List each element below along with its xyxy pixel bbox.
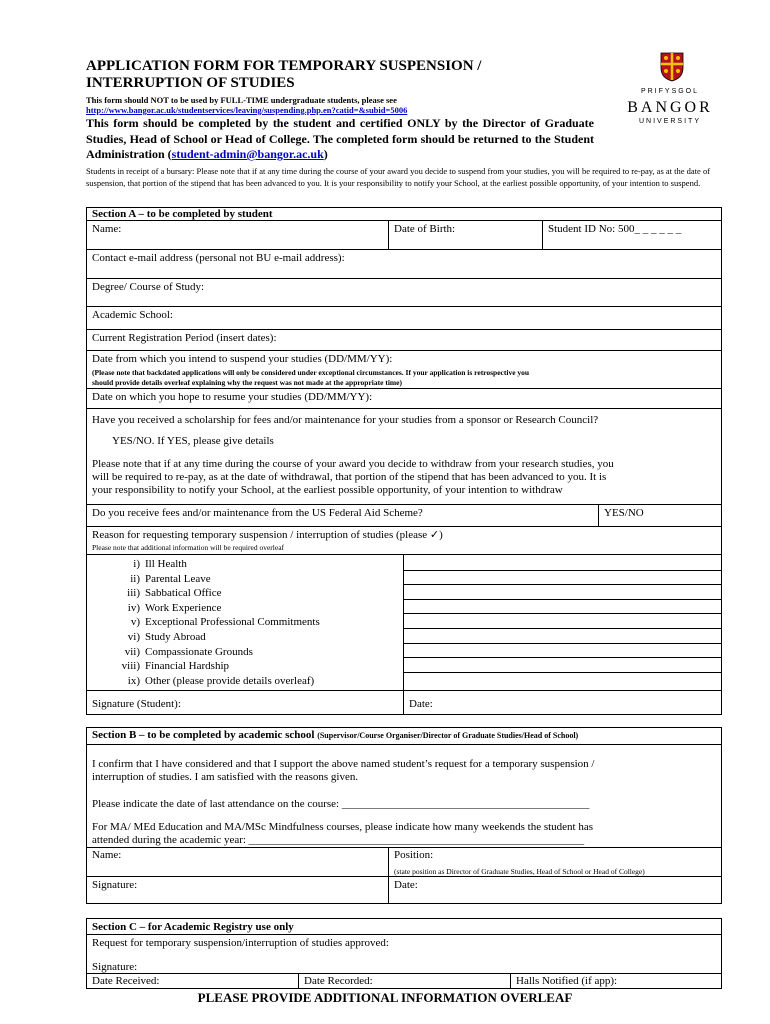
reason-number: ix)	[127, 674, 140, 687]
position-note: (state position as Director of Graduate Studies, Head of School or Head of College)	[394, 867, 645, 876]
reason-label: Sabbatical Office	[145, 587, 222, 600]
weekends-field[interactable]: attended during the academic year: _____________________________________________________________	[92, 834, 585, 846]
position-field[interactable]: Position:	[394, 849, 434, 861]
student-id-field[interactable]: Student ID No: 500_ _ _ _ _ _	[548, 223, 682, 235]
crest-icon	[660, 52, 684, 82]
student-signature-field[interactable]: Signature (Student):	[92, 698, 181, 710]
reason-label: Parental Leave	[145, 572, 211, 585]
reason-item[interactable]	[112, 674, 314, 689]
instruction-text: This form should be completed by the student and certified ONLY by the Director of Graduate Studies, Head of School or Head of College. The completed form should be returned to the Student Administration (	[86, 116, 594, 161]
dob-field[interactable]: Date of Birth:	[394, 223, 456, 235]
reason-item[interactable]	[112, 615, 320, 630]
school-date-field[interactable]: Date:	[394, 879, 418, 891]
reason-number: vi)	[127, 631, 140, 643]
registry-signature-field[interactable]: Signature:	[92, 961, 138, 973]
reason-item[interactable]	[112, 601, 221, 616]
reason-heading: Reason for requesting temporary suspension / interruption of studies (please ✓)	[92, 529, 443, 541]
withdraw-note-2: will be required to re-pay, as at the date of withdrawal, that portion of the stipend that has been advanced to you. It is	[92, 471, 607, 483]
reason-item[interactable]	[112, 572, 211, 587]
us-aid-answer[interactable]: YES/NO	[604, 507, 644, 519]
logo-prefix: PRIFYSGOL	[640, 88, 700, 95]
academic-school-field[interactable]: Academic School:	[92, 309, 173, 321]
reason-item[interactable]	[112, 659, 229, 674]
section-a-heading: Section A – to be completed by student	[92, 208, 273, 220]
scholarship-yes-no[interactable]: YES/NO. If YES, please give details	[112, 435, 274, 447]
reason-label: Ill Health	[145, 558, 187, 570]
weekends-line-1: For MA/ MEd Education and MA/MSc Mindfulness courses, please indicate how many weekends the student has	[92, 821, 594, 833]
reason-number: ii)	[130, 572, 140, 585]
registration-period-field[interactable]: Current Registration Period (insert dates):	[92, 332, 277, 344]
logo-suffix: UNIVERSITY	[638, 118, 701, 125]
logo-name: BANGOR	[627, 99, 713, 116]
reason-number: v)	[130, 616, 140, 629]
name-field[interactable]: Name:	[92, 223, 122, 235]
section-b-title: Section B – to be completed by academic school	[92, 729, 315, 741]
reason-label: Study Abroad	[145, 631, 206, 643]
backdated-note-1: (Please note that backdated applications will only be considered under exceptional circumstances. If your application is retrospective you	[92, 368, 530, 377]
bursary-note: Students in receipt of a bursary: Please note that if at any time during the course of your award you decide to suspend from your studies, you will be required to re-pay, as at the date of suspension, that portion of the stipend that has been advanced to you. It is your responsibility to notify your School, at the earliest possible opportunity, of your intention to suspend.	[86, 166, 711, 188]
reason-item[interactable]	[112, 645, 253, 660]
reason-label: Financial Hardship	[145, 660, 230, 673]
section-c-heading: Section C – for Academic Registry use only	[92, 921, 294, 933]
date-received-field[interactable]: Date Received:	[92, 975, 160, 987]
withdraw-note-3: your responsibility to notify your School, at the earliest possible opportunity, of your intention to withdraw	[92, 484, 563, 496]
withdraw-note-1: Please note that if at any time during the course of your award you decide to withdraw from your research studies, you	[92, 458, 614, 470]
instruction-close: )	[323, 147, 328, 161]
section-b-heading-note: (Supervisor/Course Organiser/Director of Graduate Studies/Head of School)	[317, 731, 579, 740]
suspend-date-field[interactable]: Date from which you intend to suspend your studies (DD/MM/YY):	[92, 353, 393, 365]
school-signature-field[interactable]: Signature:	[92, 879, 138, 891]
reason-note: Please note that additional information will be required overleaf	[92, 543, 285, 552]
not-for-note: This form should NOT to be used by FULL-TIME undergraduate students, please see	[86, 95, 397, 105]
instruction-paragraph	[86, 116, 594, 163]
school-name-field[interactable]: Name:	[92, 849, 122, 861]
section-b-heading	[92, 729, 578, 742]
backdated-note-2: should provide details overleaf explaining why the request was not made at the appropriate time)	[92, 378, 403, 387]
reason-label: Exceptional Professional Commitments	[145, 616, 320, 629]
date-recorded-field[interactable]: Date Recorded:	[304, 975, 373, 987]
scholarship-question: Have you received a scholarship for fees and/or maintenance for your studies from a sponsor or Research Council?	[92, 414, 599, 426]
confirm-line-2: interruption of studies. I am satisfied with the reasons given.	[92, 771, 359, 783]
us-aid-question: Do you receive fees and/or maintenance from the US Federal Aid Scheme?	[92, 507, 423, 519]
reason-label: Work Experience	[145, 601, 222, 614]
reason-number: iv)	[127, 601, 140, 614]
resume-date-field[interactable]: Date on which you hope to resume your studies (DD/MM/YY):	[92, 391, 373, 403]
confirm-line-1: I confirm that I have considered and that I support the above named student’s request for a temporary suspension /	[92, 758, 595, 770]
reason-item[interactable]	[112, 630, 206, 645]
title-line-2: INTERRUPTION OF STUDIES	[86, 75, 295, 91]
reason-number: iii)	[127, 587, 140, 600]
form-title	[86, 58, 526, 92]
reason-number: viii)	[121, 660, 140, 673]
approval-request: Request for temporary suspension/interruption of studies approved:	[92, 937, 389, 949]
bangor-logo	[620, 52, 720, 132]
reason-item[interactable]	[112, 557, 187, 572]
reason-label: Compassionate Grounds	[145, 645, 253, 658]
student-date-field[interactable]: Date:	[409, 698, 433, 710]
reason-label: Other (please provide details overleaf)	[145, 674, 315, 687]
degree-field[interactable]: Degree/ Course of Study:	[92, 281, 205, 293]
footer-note: PLEASE PROVIDE ADDITIONAL INFORMATION OVERLEAF	[197, 990, 573, 1005]
reason-number: vii)	[124, 645, 140, 658]
reason-number: i)	[133, 558, 140, 570]
guidance-link[interactable]: http://www.bangor.ac.uk/studentservices/leaving/suspending.php.en?catid=&subid=5006	[86, 105, 408, 115]
contact-email-field[interactable]: Contact e-mail address (personal not BU e-mail address):	[92, 252, 345, 264]
halls-notified-field[interactable]: Halls Notified (if app):	[516, 975, 618, 987]
section-b	[86, 727, 722, 904]
email-link[interactable]: student-admin@bangor.ac.uk	[171, 147, 324, 161]
reason-item[interactable]	[112, 586, 221, 601]
last-attendance-field[interactable]: Please indicate the date of last attendance on the course: _____________________________________________	[92, 798, 590, 810]
title-line-1: APPLICATION FORM FOR TEMPORARY SUSPENSION /	[86, 58, 482, 74]
